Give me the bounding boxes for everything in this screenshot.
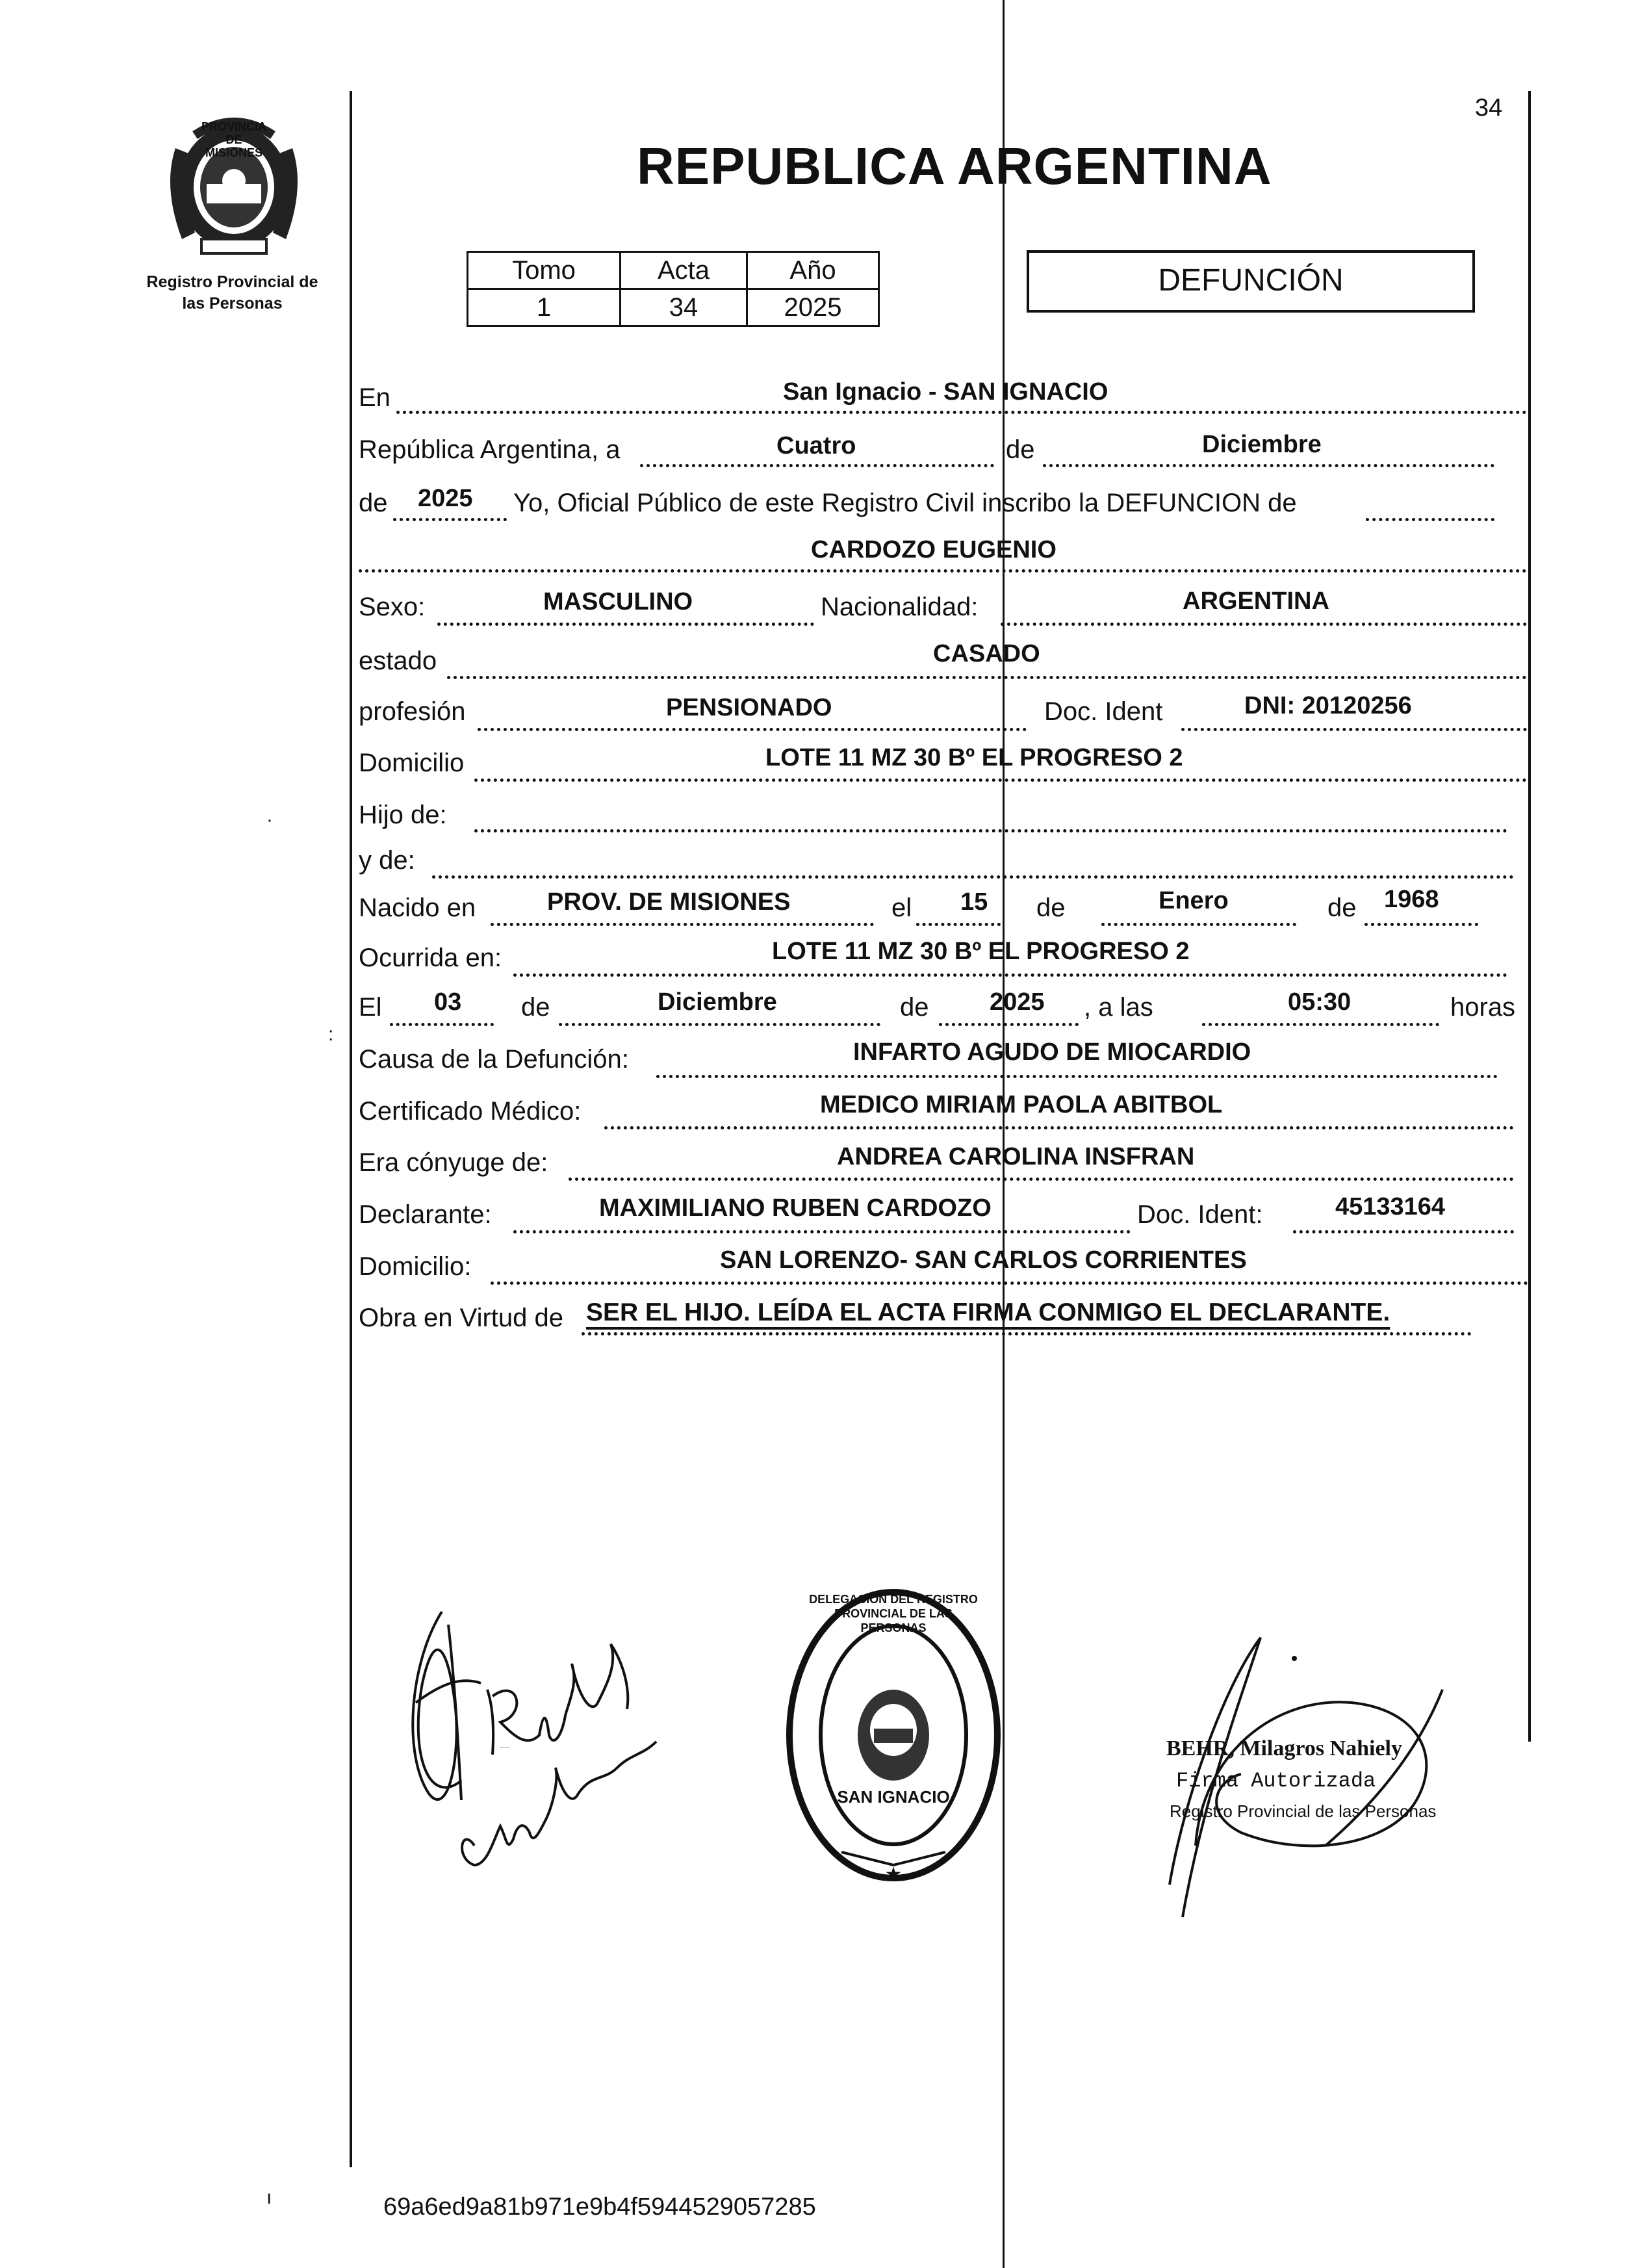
profesion-value: PENSIONADO — [666, 694, 832, 721]
header-anio: Año — [747, 252, 879, 289]
margin-mark: · — [266, 809, 273, 831]
page-number: 34 — [1475, 94, 1503, 122]
value-acta: 34 — [621, 289, 747, 326]
margin-mark: : — [328, 1024, 334, 1045]
dotted-line — [582, 1332, 1472, 1335]
hijo-label: Hijo de: — [359, 801, 447, 829]
death-year-value: 2025 — [990, 988, 1045, 1016]
dotted-line — [447, 676, 1527, 679]
dotted-line — [1101, 923, 1296, 926]
de-label: de — [1327, 894, 1357, 922]
en-label: En — [359, 383, 391, 412]
value-anio: 2025 — [747, 289, 879, 326]
domicilio-value: LOTE 11 MZ 30 Bº EL PROGRESO 2 — [765, 744, 1183, 771]
dotted-line — [604, 1126, 1514, 1129]
ocurrida-en-value: LOTE 11 MZ 30 Bº EL PROGRESO 2 — [772, 938, 1190, 965]
dotted-line — [474, 829, 1507, 832]
el-cap-label: El — [359, 993, 382, 1022]
dotted-line — [474, 779, 1527, 782]
doc-ident-label: Doc. Ident — [1044, 697, 1163, 726]
horas-label: horas — [1450, 993, 1516, 1022]
death-day-value: 03 — [434, 988, 462, 1016]
de-label: de — [359, 489, 388, 517]
sexo-value: MASCULINO — [543, 588, 693, 615]
de-label: de — [900, 993, 929, 1022]
header-tomo: Tomo — [468, 252, 621, 289]
dotted-line — [491, 1282, 1528, 1285]
record-reference-table — [467, 251, 880, 327]
place-value: San Ignacio - SAN IGNACIO — [783, 378, 1108, 406]
birth-month-value: Enero — [1159, 887, 1229, 914]
record-table-value-row — [468, 289, 879, 326]
dotted-line — [359, 569, 1527, 573]
official-name: BEHR, Milagros Nahiely — [1166, 1736, 1402, 1760]
header-acta: Acta — [621, 252, 747, 289]
yde-label: y de: — [359, 846, 415, 875]
causa-label: Causa de la Defunción: — [359, 1045, 629, 1074]
death-month-value: Diciembre — [658, 988, 777, 1016]
estado-value: CASADO — [933, 640, 1040, 667]
seal-city-text: SAN IGNACIO — [837, 1787, 950, 1807]
value-tomo: 1 — [468, 289, 621, 326]
obra-value: SER EL HIJO. LEÍDA EL ACTA FIRMA CONMIGO EL DECLARANTE. — [586, 1298, 1390, 1326]
dotted-line — [656, 1075, 1498, 1078]
dotted-line — [1366, 518, 1494, 521]
day-text-value: Cuatro — [776, 432, 856, 459]
domicilio-label: Domicilio — [359, 749, 465, 777]
dotted-line — [1043, 464, 1494, 467]
declarant-signature-text: Ruben Cardozo — [500, 1747, 510, 1749]
deceased-name-value: CARDOZO EUGENIO — [811, 536, 1057, 563]
doc-ident2-value: 45133164 — [1335, 1193, 1446, 1220]
dotted-line — [569, 1178, 1514, 1181]
center-fold-line — [1003, 0, 1005, 2268]
yo-statement: Yo, Oficial Público de este Registro Civil inscribo la DEFUNCION de — [513, 489, 1297, 517]
causa-value: INFARTO AGUDO DE MIOCARDIO — [853, 1038, 1251, 1066]
year-value: 2025 — [418, 485, 473, 512]
conyuge-value: ANDREA CAROLINA INSFRAN — [837, 1143, 1195, 1170]
obra-label: Obra en Virtud de — [359, 1304, 564, 1332]
birth-year-value: 1968 — [1384, 886, 1439, 913]
nacido-en-value: PROV. DE MISIONES — [547, 888, 791, 916]
seal-ring-text: DELEGACION DEL REGISTRO PROVINCIAL DE LAS PERSONAS — [809, 1593, 978, 1634]
death-time-value: 05:30 — [1288, 988, 1352, 1016]
footer-hash: 69a6ed9a81b971e9b4f5944529057285 — [383, 2193, 816, 2221]
republica-label: República Argentina, a — [359, 435, 621, 464]
estado-label: estado — [359, 647, 437, 675]
dotted-line — [916, 923, 1001, 926]
de-label: de — [1036, 894, 1066, 922]
dotted-line — [513, 973, 1507, 977]
nacido-label: Nacido en — [359, 894, 476, 922]
certificado-label: Certificado Médico: — [359, 1097, 582, 1126]
domicilio2-value: SAN LORENZO- SAN CARLOS CORRIENTES — [720, 1246, 1247, 1274]
record-type-box: DEFUNCIÓN — [1027, 250, 1475, 313]
registry-label — [120, 272, 344, 315]
svg-text:★: ★ — [884, 1864, 903, 1885]
right-margin-line — [1528, 91, 1531, 1742]
el-label: el — [891, 894, 912, 922]
domicilio2-label: Domicilio: — [359, 1252, 472, 1281]
ocurrida-label: Ocurrida en: — [359, 944, 502, 972]
document-title: REPUBLICA ARGENTINA — [637, 137, 1272, 195]
sexo-label: Sexo: — [359, 593, 426, 621]
margin-mark: ı — [266, 2187, 272, 2208]
doc-ident2-label: Doc. Ident: — [1137, 1200, 1263, 1229]
nacionalidad-label: Nacionalidad: — [821, 593, 979, 621]
month-text-value: Diciembre — [1202, 431, 1322, 458]
dotted-line — [1181, 728, 1527, 731]
dotted-line — [513, 1230, 1131, 1233]
dotted-line — [1364, 923, 1478, 926]
dotted-line — [393, 518, 507, 521]
dotted-line — [491, 923, 874, 926]
dotted-line — [478, 728, 1027, 731]
dotted-line — [640, 464, 994, 467]
certificado-value: MEDICO MIRIAM PAOLA ABITBOL — [820, 1091, 1223, 1118]
declarante-label: Declarante: — [359, 1200, 492, 1229]
declarante-value: MAXIMILIANO RUBEN CARDOZO — [599, 1194, 992, 1222]
de-label: de — [1006, 435, 1035, 464]
registry-label-line2: las Personas — [182, 294, 283, 313]
official-role: Firma Autorizada — [1176, 1769, 1376, 1793]
official-org: Registro Provincial de las Personas — [1170, 1801, 1437, 1821]
dotted-line — [390, 1023, 494, 1026]
birth-day-value: 15 — [960, 888, 988, 916]
dotted-line — [1001, 623, 1527, 626]
declarant-signature — [383, 1586, 708, 1885]
dotted-line — [432, 875, 1514, 879]
dotted-line — [1293, 1230, 1514, 1233]
conyuge-label: Era cónyuge de: — [359, 1148, 548, 1177]
dotted-line — [559, 1023, 880, 1026]
de-label: de — [521, 993, 550, 1022]
record-table-header-row — [468, 252, 879, 289]
logo-banner-text: PROVINCIA DE MISIONES — [201, 120, 267, 159]
doc-ident-value: DNI: 20120256 — [1244, 692, 1412, 719]
dotted-line — [396, 411, 1527, 414]
dotted-line — [437, 623, 814, 626]
left-margin-line — [350, 91, 352, 2167]
registry-label-line1: Registro Provincial de — [146, 273, 318, 291]
alas-label: , a las — [1084, 993, 1153, 1022]
dotted-line — [939, 1023, 1079, 1026]
dotted-line — [1202, 1023, 1439, 1026]
profesion-label: profesión — [359, 697, 466, 726]
nacionalidad-value: ARGENTINA — [1183, 587, 1329, 615]
